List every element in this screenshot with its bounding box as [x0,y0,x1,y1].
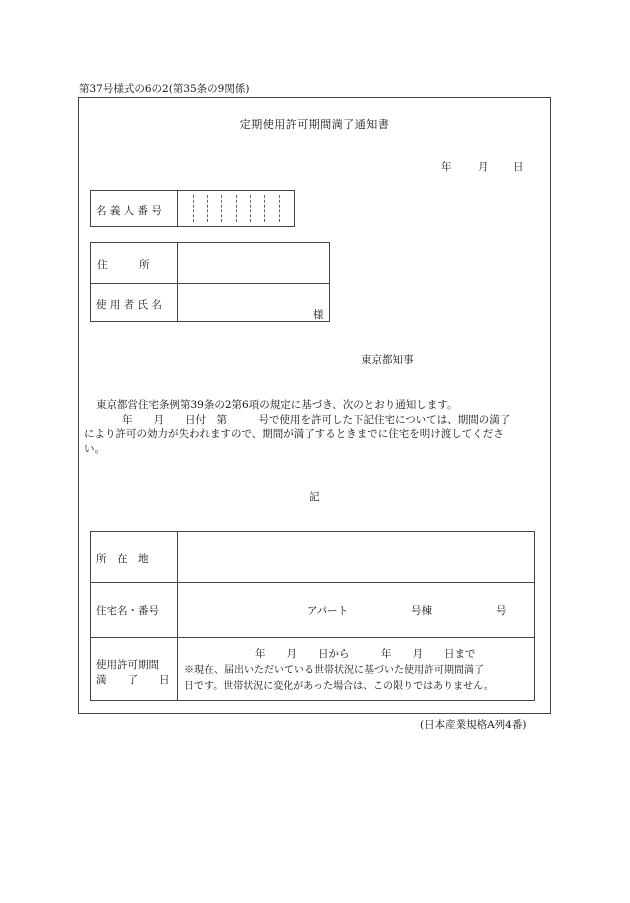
date-day: 日 [513,161,524,173]
date-month: 月 [478,161,489,173]
housing-label: 住宅名・番号 [96,605,159,617]
body-line-1: 東京都営住宅条例第39条の2第6項の規定に基づき、次のとおり通知します。 [96,399,458,411]
ki-mark: 記 [309,491,320,503]
honorific: 様 [313,309,324,321]
address-label: 住 所 [97,259,150,271]
standard-footer: (日本産業規格A列4番) [420,719,527,731]
body-line-3: により許可の効力が失われますので、期間が満了するときまでに住宅を明け渡してくださ [84,428,504,440]
date-year: 年 [441,161,452,173]
building-text: 号棟 [411,605,432,617]
period-note-1: ※現在、届出いただいている世帯状況に基づいた使用許可期間満了 [184,665,484,676]
period-range: 年 月 日から 年 月 日まで [255,648,476,660]
body-line-4: い。 [84,442,105,455]
location-label: 所 在 地 [96,553,149,565]
period-note-2: 日です。世帯状況に変化があった場合は、この限りではありません。 [184,681,494,692]
nominee-number-label: 名 義 人 番 号 [96,205,162,217]
body-line-2: 年 月 日付 第 号で使用を許可した下記住宅については、期間の満了 [122,413,511,426]
document-title: 定期使用許可期間満了通知書 [239,118,390,131]
period-label-2: 満 了 日 [96,674,170,686]
user-name-label: 使 用 者 氏 名 [96,299,162,311]
period-label-1: 使用許可期間 [96,659,159,671]
issuer: 東京都知事 [361,354,414,366]
apart-text: アパート [307,605,349,617]
form-reference: 第37号様式の6の2(第35条の9関係) [79,83,250,95]
number-text: 号 [496,605,507,617]
notice-body [84,398,546,456]
